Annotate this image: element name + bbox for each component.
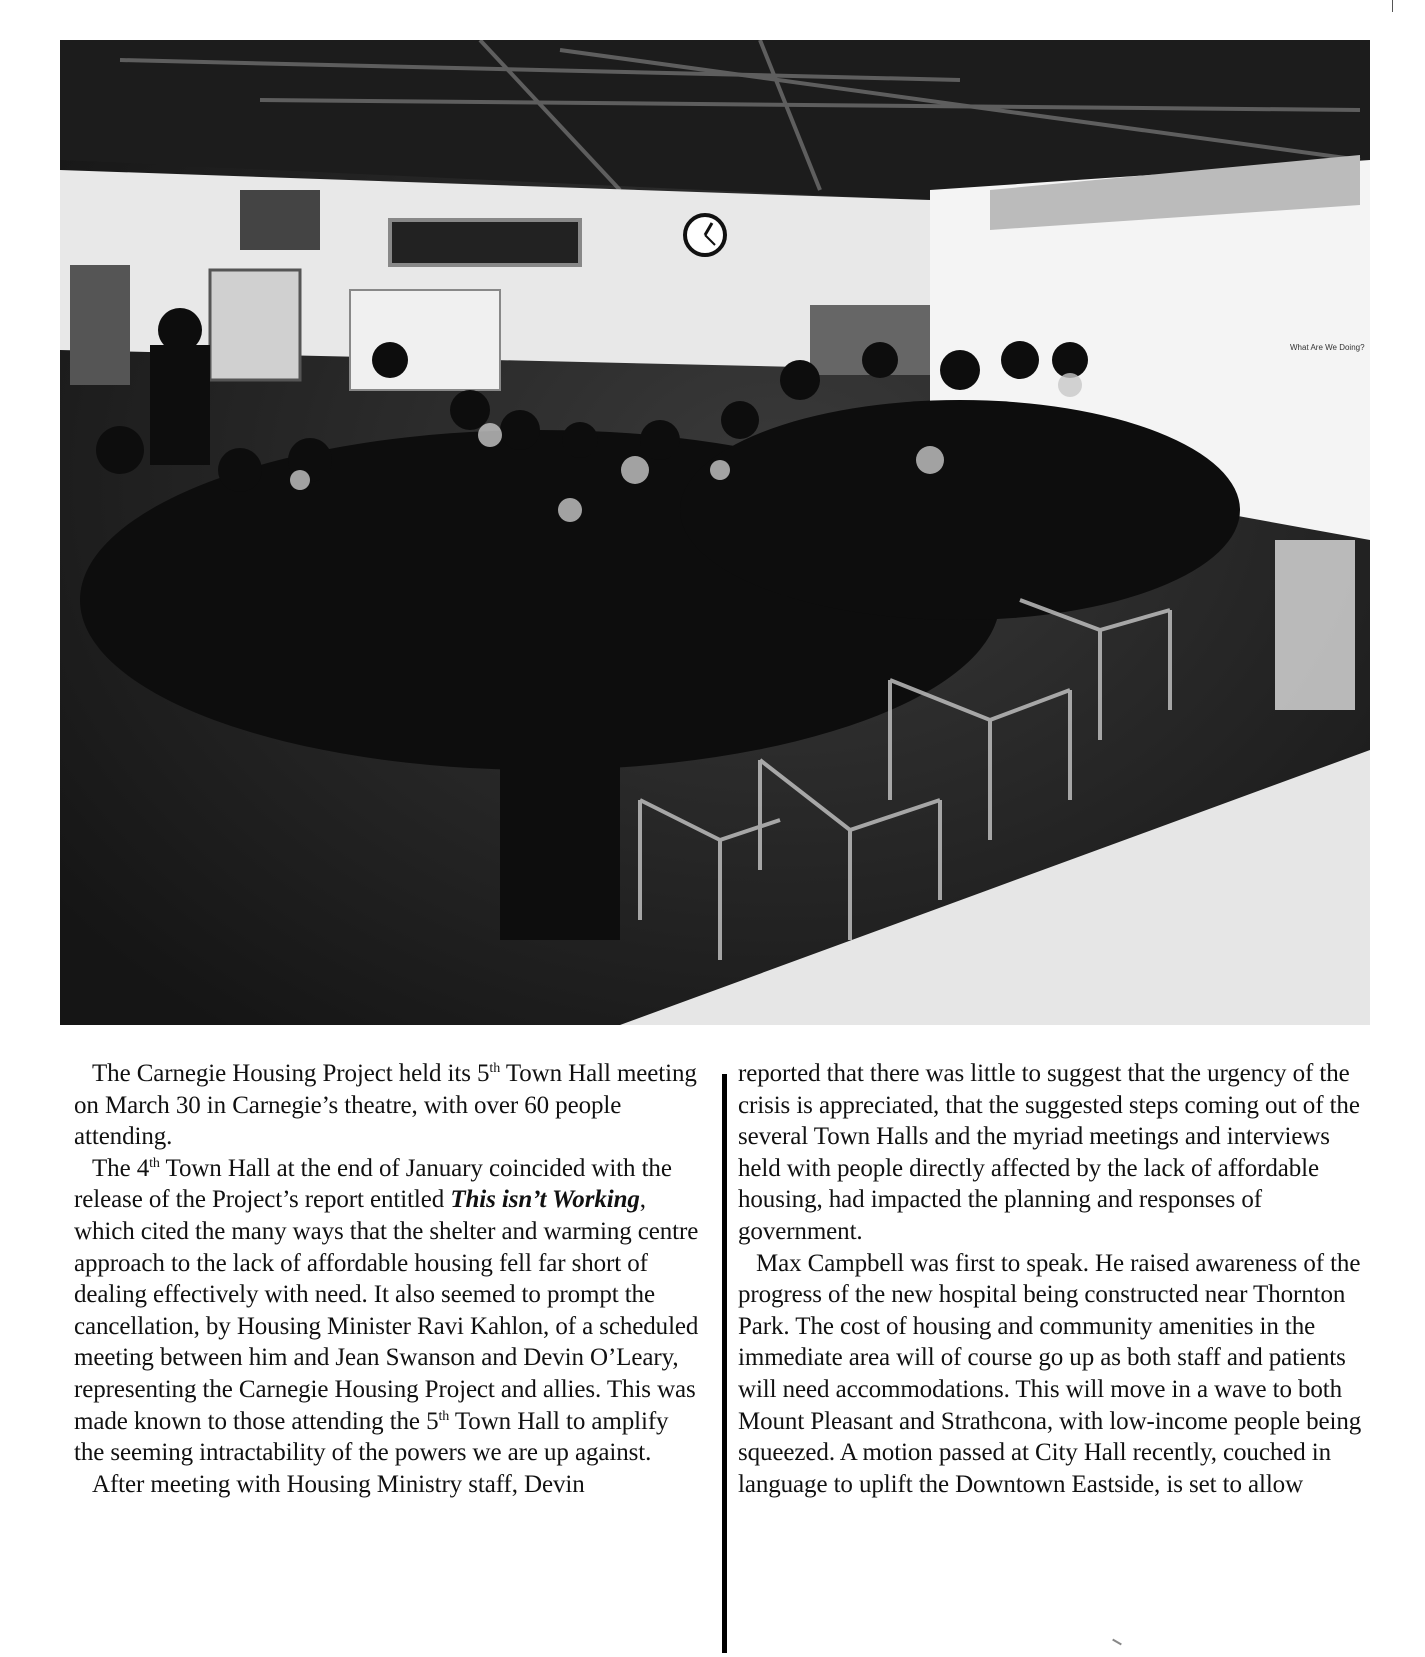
column-divider xyxy=(722,1074,727,1653)
photo-illustration xyxy=(60,40,1370,1025)
report-title: This isn’t Working xyxy=(450,1186,640,1214)
photo-sign-text: What Are We Doing? xyxy=(1290,343,1365,352)
paragraph-max-campbell: Max Campbell was first to speak. He raised awareness of the progress of the new hospital being constructed near Thornton Park. The cost of housing and community amenities in the immediate area will of course go up as both staff and patients will need accommodations. This will move in a wave to both Mount Pleasant and Strathcona, with low-income people being squeezed. A motion passed at City Hall recently, couched in language to uplift the Downtown Eastside, is set to allow xyxy=(738,1249,1362,1498)
page-edge-mark xyxy=(1392,0,1393,12)
article-column-right xyxy=(738,1058,1368,1500)
paragraph-urgency-report: reported that there was little to suggest that the urgency of the crisis is appreciated, that the suggested steps coming out of the several Town Halls and the myriad meetings and interviews held with people directly affected by the lack of affordable housing, had impacted the planning and responses of government. xyxy=(738,1060,1360,1245)
town-hall-meeting-photo xyxy=(60,40,1370,1025)
article-column-left xyxy=(74,1058,704,1500)
paragraph-town-hall-intro: The Carnegie Housing Project held its 5th Town Hall meeting on March 30 in Carnegie’s theatre, with over 60 people attending. xyxy=(74,1060,697,1151)
page-edge-mark-bottom xyxy=(1112,1639,1122,1646)
paragraph-fourth-town-hall: The 4th Town Hall at the end of January coincided with the release of the Project’s report entitled This isn’t Working, which cited the many ways that the shelter and warming centre approach to the lack of affordable housing fell far short of dealing effectively with need. It also seemed to prompt the cancellation, by Housing Minister Ravi Kahlon, of a scheduled meeting between him and Jean Swanson and Devin O’Leary, representing the Carnegie Housing Project and allies. This was made known to those attending the 5th Town Hall to amplify the seeming intractability of the powers we are up against. xyxy=(74,1154,699,1467)
paragraph-ministry-meeting: After meeting with Housing Ministry staff, Devin xyxy=(92,1470,585,1498)
